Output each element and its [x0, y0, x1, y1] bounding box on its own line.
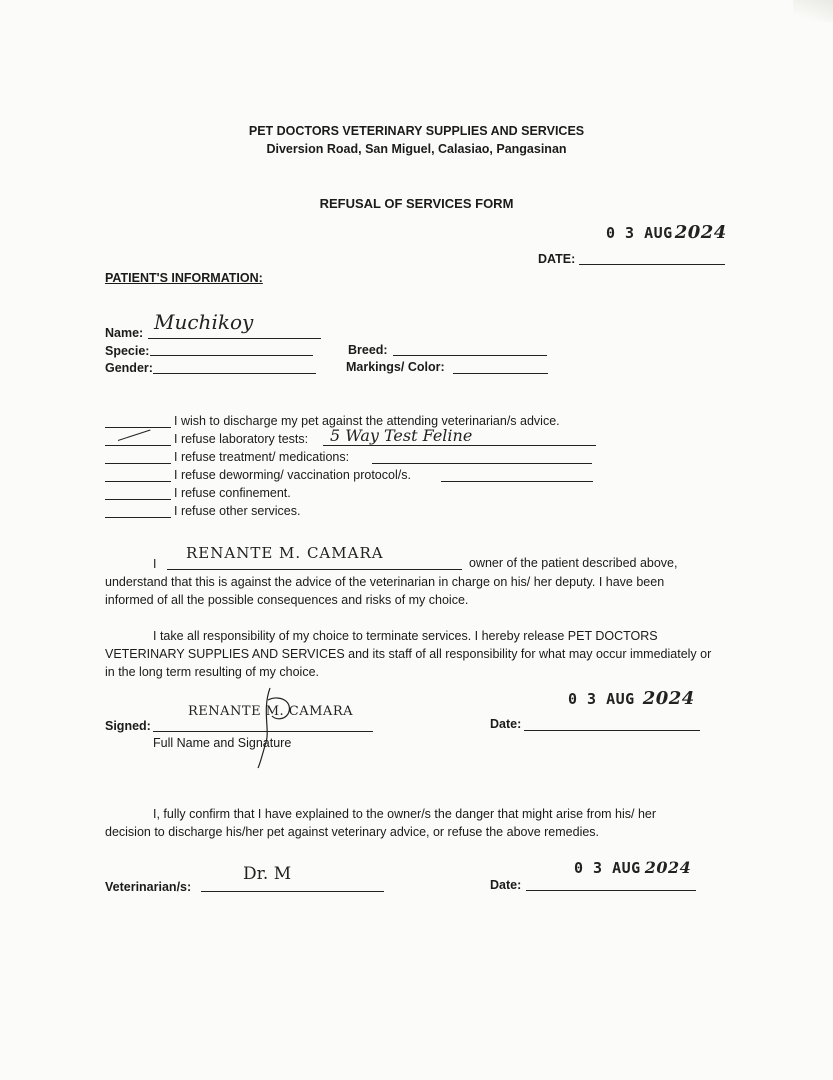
option-check-mark-2: [118, 430, 151, 441]
vet-date-stamp: 0 3 AUG 2024: [574, 858, 692, 877]
responsibility-line1: I take all responsibility of my choice to terminate services. I hereby release PET DOCTORS: [153, 629, 658, 643]
breed-line[interactable]: [393, 355, 547, 356]
gender-label: Gender:: [105, 361, 153, 375]
responsibility-line2: VETERINARY SUPPLIES AND SERVICES and its staff of all responsibility for what may occur immediately or: [105, 647, 712, 661]
signed-date-label: Date:: [490, 717, 522, 731]
owner-name-value[interactable]: RENANTE M. CAMARA: [186, 544, 384, 562]
option-blank-5[interactable]: [105, 499, 171, 500]
specie-label: Specie:: [105, 344, 150, 358]
specie-line[interactable]: [150, 355, 313, 356]
company-name: PET DOCTORS VETERINARY SUPPLIES AND SERVICES: [248, 124, 585, 138]
vet-date-line[interactable]: [526, 890, 696, 891]
form-title: REFUSAL OF SERVICES FORM: [319, 196, 514, 211]
veterinarian-line[interactable]: [201, 891, 384, 892]
page-fold-corner: [793, 0, 833, 22]
markings-label: Markings/ Color:: [346, 360, 445, 374]
owner-statement-line2: understand that this is against the advice of the veterinarian in charge on his/ her deputy. I have been: [105, 575, 665, 589]
option-blank-4[interactable]: [105, 481, 171, 482]
date-line[interactable]: [579, 264, 725, 265]
date-stamp: 0 3 AUG 2024: [606, 222, 727, 243]
owner-statement-line1: owner of the patient described above,: [469, 556, 678, 570]
option-text-6: I refuse other services.: [174, 504, 301, 518]
gender-line[interactable]: [153, 373, 316, 374]
date-stamp-year: 2024: [674, 222, 727, 243]
name-line[interactable]: [148, 338, 321, 339]
option-blank-3[interactable]: [105, 463, 171, 464]
signed-label: Signed:: [105, 719, 151, 733]
option-text-5: I refuse confinement.: [174, 486, 291, 500]
option-detail-2[interactable]: 5 Way Test Feline: [330, 426, 473, 445]
breed-label: Breed:: [348, 343, 388, 357]
signed-date-stamp: 0 3 AUG 2024: [568, 688, 695, 709]
signature-line[interactable]: [153, 731, 373, 732]
option-text-2: I refuse laboratory tests:: [174, 432, 309, 446]
signed-date-line[interactable]: [524, 730, 700, 731]
signature-caption: Full Name and Signature: [153, 736, 292, 750]
name-label: Name:: [105, 326, 144, 340]
owner-statement-prefix: I: [153, 557, 157, 571]
vet-date-year: 2024: [644, 858, 692, 877]
option-blank-2[interactable]: [105, 445, 171, 446]
vet-statement-line1: I, fully confirm that I have explained to the owner/s the danger that might arise from his/ her: [153, 807, 657, 821]
owner-signature[interactable]: RENANTE M. CAMARA: [188, 704, 353, 719]
owner-name-line[interactable]: [167, 569, 462, 570]
option-text-1: I wish to discharge my pet against the attending veterinarian/s advice.: [174, 414, 560, 428]
patient-name-value[interactable]: Muchikoy: [154, 310, 254, 334]
option-text-3: I refuse treatment/ medications:: [174, 450, 350, 464]
signed-date-year: 2024: [642, 688, 695, 709]
option-detail-line-2[interactable]: [323, 445, 596, 446]
responsibility-line3: in the long term resulting of my choice.: [105, 665, 319, 679]
date-label: DATE:: [538, 252, 576, 266]
veterinarian-signature[interactable]: Dr. M: [243, 864, 292, 884]
option-detail-line-4[interactable]: [441, 481, 593, 482]
option-detail-line-3[interactable]: [372, 463, 592, 464]
option-text-4: I refuse deworming/ vaccination protocol/s.: [174, 468, 411, 482]
patient-section-title: PATIENT'S INFORMATION:: [105, 271, 263, 285]
company-address: Diversion Road, San Miguel, Calasiao, Pangasinan: [266, 142, 567, 156]
vet-statement-line2: decision to discharge his/her pet against veterinary advice, or refuse the above remedies.: [105, 825, 600, 839]
veterinarian-label: Veterinarian/s:: [105, 880, 192, 894]
option-blank-1[interactable]: [105, 427, 171, 428]
markings-line[interactable]: [453, 373, 548, 374]
vet-date-label: Date:: [490, 878, 522, 892]
option-blank-6[interactable]: [105, 517, 171, 518]
signature-flourish-icon: [240, 680, 310, 770]
owner-statement-line3: informed of all the possible consequences and risks of my choice.: [105, 593, 469, 607]
